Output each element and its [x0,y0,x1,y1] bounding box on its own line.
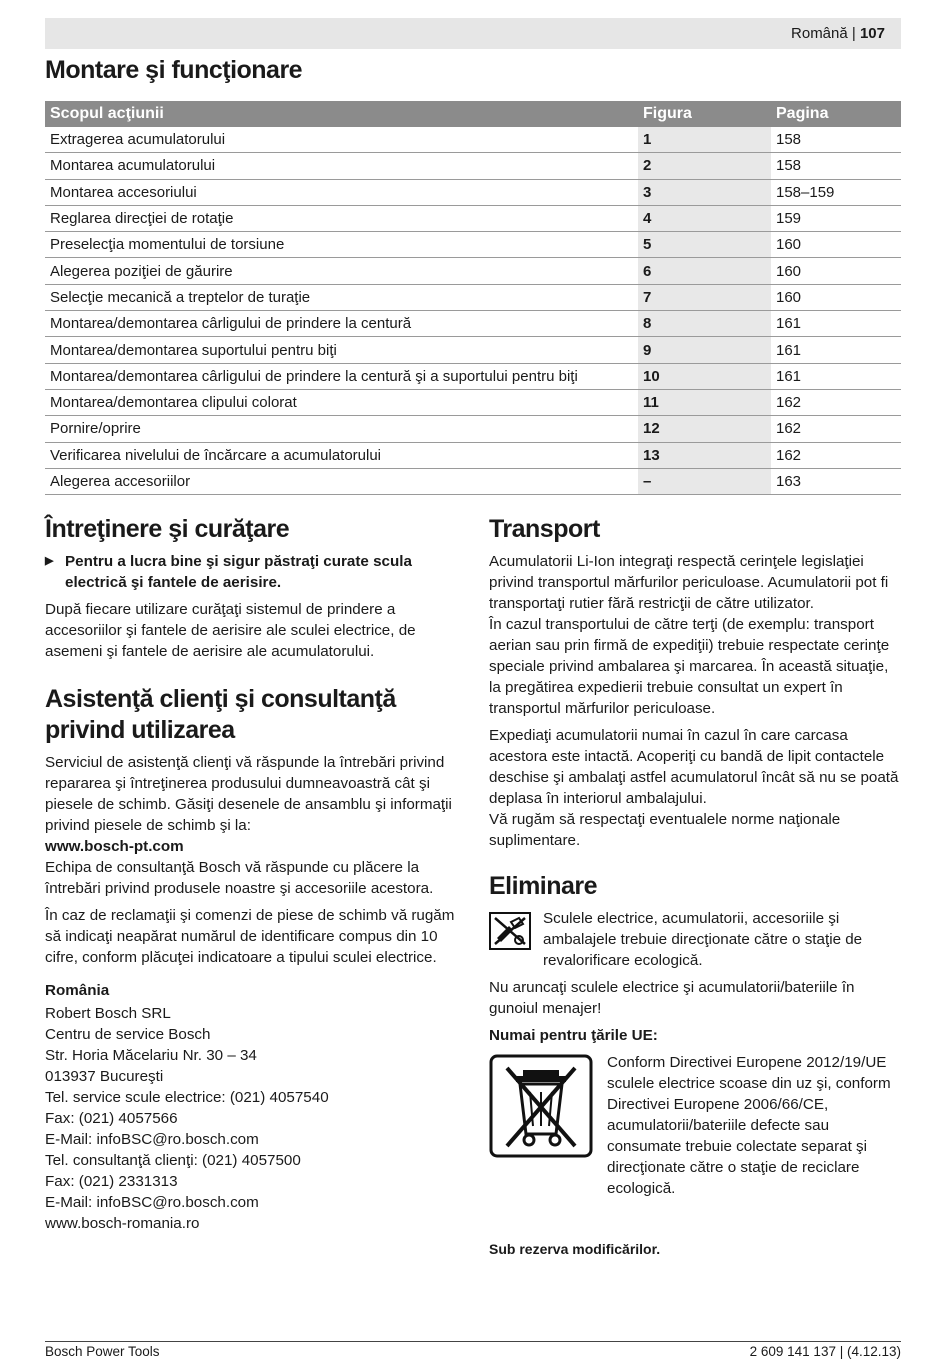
footer-doc-number: 2 609 141 137 | (4.12.13) [749,1344,901,1359]
row-page: 158–159 [771,179,901,205]
table-row [45,127,901,153]
table-row [45,258,901,284]
contact-line: Centru de service Bosch [45,1026,211,1043]
contact-line: Fax: (021) 4057566 [45,1110,178,1127]
row-page: 158 [771,153,901,179]
row-figure: 6 [638,258,771,284]
row-page: 163 [771,468,901,494]
contact-line: 013937 Bucureşti [45,1068,164,1085]
section-title-montare: Montare şi funcţionare [45,56,303,84]
contact-line: Str. Horia Măcelariu Nr. 30 – 34 [45,1047,257,1064]
maintenance-paragraph: După fiecare utilizare curăţaţi sistemul de prindere a accesoriilor şi fantele de aerisire ale sculei electrice, de asemeni şi fantele de aerisire ale acumulatorului. [45,601,416,660]
row-figure: 1 [638,127,771,153]
row-figure: 9 [638,337,771,363]
disposal-paragraph-2: Nu aruncaţi sculele electrice şi acumulatorii/bateriile în gunoiul menajer! [489,979,855,1017]
row-page: 159 [771,205,901,231]
row-scope: Alegerea poziţiei de găurire [45,258,638,284]
page-header [791,25,885,42]
service-paragraph-1: Serviciul de asistenţă clienţi vă răspunde la întrebări privind repararea şi întreţinerea produsului dumneavoastră cât şi piesele de schimb. Găsiţi desenele de ansamblu şi informaţii privind piesele de schimb şi la: [45,754,452,834]
row-page: 160 [771,232,901,258]
table-row [45,468,901,494]
row-scope: Montarea/demontarea suportului pentru biţi [45,337,638,363]
contact-list [45,1003,457,1234]
row-scope: Reglarea direcţiei de rotaţie [45,205,638,231]
row-figure: 12 [638,416,771,442]
row-figure: 4 [638,205,771,231]
row-scope: Verificarea nivelului de încărcare a acumulatorului [45,442,638,468]
disposal-row [489,908,901,977]
row-page: 162 [771,416,901,442]
row-page: 161 [771,337,901,363]
row-figure: 2 [638,153,771,179]
contact-country: România [45,982,110,999]
table-row [45,389,901,415]
contact-line: www.bosch-romania.ro [45,1215,200,1232]
contact-line: E-Mail: infoBSC@ro.bosch.com [45,1131,259,1148]
row-scope: Montarea/demontarea clipului colorat [45,389,638,415]
column-header-page: Pagina [771,101,901,127]
section-title-eliminare: Eliminare [489,872,598,900]
header-separator: | [851,25,856,42]
section-title-intretinere: Întreţinere şi curăţare [45,515,290,543]
transport-paragraph-4: Vă rugăm să respectaţi eventualele norme naţionale suplimentare. [489,811,841,849]
row-page: 158 [771,127,901,153]
table-row [45,284,901,310]
row-figure: 5 [638,232,771,258]
row-figure: 7 [638,284,771,310]
table-row [45,363,901,389]
row-figure: 8 [638,311,771,337]
column-header-figure: Figura [638,101,771,127]
row-page: 160 [771,284,901,310]
column-header-scope: Scopul acţiunii [45,101,638,127]
row-page: 162 [771,442,901,468]
table-row [45,416,901,442]
tools-not-in-household-waste-icon [489,912,531,956]
row-scope: Montarea/demontarea cârligului de prindere la centură şi a suportului pentru biţi [45,363,638,389]
contact-line: Tel. consultanţă clienţi: (021) 4057500 [45,1152,301,1169]
row-page: 161 [771,311,901,337]
crossed-out-bin-icon [489,1054,593,1164]
table-header-row [45,101,901,127]
transport-paragraph-3: Expediaţi acumulatorii numai în cazul în care carcasa acestora este intactă. Acoperiţi cu bandă de lipit contactele deschise şi ambalaţi astfel acumulatorul încât să nu se poată deplasa în interiorul ambalajului. [489,727,899,807]
footer-divider [45,1341,901,1342]
eu-directive-text: Conform Directivei Europene 2012/19/UE sculele electrice scoase din uz şi, conform Directivei Europene 2006/66/CE, acumulatorii/bateriile defecte sau consumate trebuie colectate separat şi direcţionate către o staţie de reciclare ecologică. [607,1054,891,1197]
table-row [45,205,901,231]
disposal-paragraph-1: Sculele electrice, acumulatorii, accesoriile şi ambalajele trebuie direcţionate către o staţie de revalorificare ecologică. [543,910,863,969]
row-figure: – [638,468,771,494]
row-scope: Preselecţia momentului de torsiune [45,232,638,258]
row-figure: 11 [638,389,771,415]
row-scope: Selecţie mecanică a treptelor de turaţie [45,284,638,310]
contact-line: Robert Bosch SRL [45,1005,171,1022]
contact-line: Fax: (021) 2331313 [45,1173,178,1190]
table-row [45,442,901,468]
service-website-link[interactable]: www.bosch-pt.com [45,838,184,855]
row-figure: 10 [638,363,771,389]
operations-table [45,101,901,495]
table-row [45,311,901,337]
eu-heading: Numai pentru ţările UE: [489,1027,658,1044]
contact-line: E-Mail: infoBSC@ro.bosch.com [45,1194,259,1211]
table-row [45,179,901,205]
left-column [45,514,457,1234]
transport-paragraph-2: În cazul transportului de către terţi (de exemplu: transport aerian sau prin firmă de expediţii) trebuie respectate cerinţe speciale privind ambalarea şi marcarea. În această situaţie, la pregătirea expedierii trebuie consultat un expert în transportul mărfurilor periculoase. [489,616,890,717]
page-number: 107 [859,25,885,42]
row-scope: Alegerea accesoriilor [45,468,638,494]
row-figure: 3 [638,179,771,205]
table-row [45,337,901,363]
row-page: 162 [771,389,901,415]
row-page: 160 [771,258,901,284]
contact-line: Tel. service scule electrice: (021) 4057540 [45,1089,329,1106]
row-page: 161 [771,363,901,389]
row-scope: Pornire/oprire [45,416,638,442]
row-scope: Extragerea acumulatorului [45,127,638,153]
transport-paragraph-1: Acumulatorii Li-Ion integraţi respectă cerinţele legislaţiei privind transportul mărfurilor periculoase. Acumulatorii pot fi transportaţi rutier fără restricţii de către utilizator. [489,553,889,612]
row-scope: Montarea accesoriului [45,179,638,205]
header-bar [45,18,901,49]
service-paragraph-2: Echipa de consultanţă Bosch vă răspunde cu plăcere la întrebări privind produsele noastre şi accesoriile acestora. [45,859,434,897]
header-language: Română [791,25,848,42]
row-scope: Montarea/demontarea cârligului de prindere la centură [45,311,638,337]
reservation-note: Sub rezerva modificărilor. [489,1241,661,1257]
maintenance-bullet: ▶ Pentru a lucra bine şi sigur păstraţi curate scula electrică şi fantele de aerisire. [45,551,457,593]
right-column [489,514,901,1266]
row-figure: 13 [638,442,771,468]
table-row [45,153,901,179]
table-body [45,127,901,495]
row-scope: Montarea acumulatorului [45,153,638,179]
eu-row [489,1052,901,1205]
service-paragraph-3: În caz de reclamaţii şi comenzi de piese de schimb vă rugăm să indicaţi neapărat numărul de identificare compus din 10 cifre, conform plăcuţei indicatoare a tipului sculei electrice. [45,907,455,966]
section-title-asistenta: Asistenţă clienţi şi consultanţă privind utilizarea [45,685,396,744]
table-row [45,232,901,258]
section-title-transport: Transport [489,515,600,543]
footer-brand: Bosch Power Tools [45,1344,160,1359]
